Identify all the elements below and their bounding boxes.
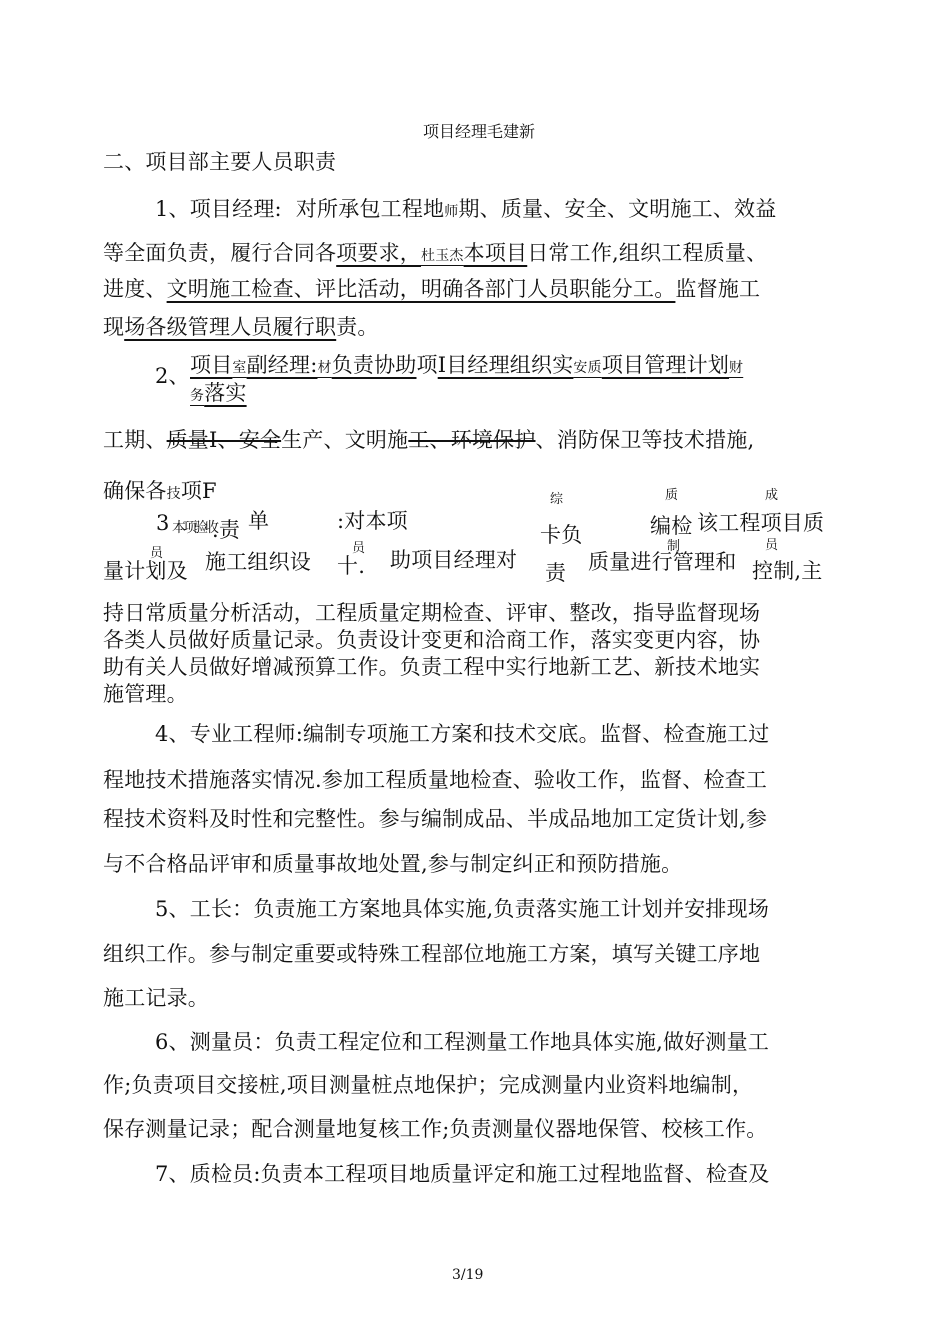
text: 务 [190,388,205,404]
p1-line-3 [103,273,760,303]
p3-fragment: 员 [352,541,366,556]
p4-line-4: 与不合格品评审和质量事故地处置,参与制定纠正和预防措施。 [103,852,683,876]
p3-fragment: 员 [150,546,164,561]
p3-fragment: 十. [337,554,366,578]
p1-line-2 [103,237,767,267]
p3-fragment: 该工程项目质 [697,511,825,535]
p3-fragment: :对本项 [337,509,408,533]
text: 责。 [336,315,379,339]
p3-fragment: 单 [248,509,270,533]
text: 本项目 [463,241,528,265]
text: 现 [103,315,125,339]
p3-fragment: 责 [545,561,567,585]
text: 室 [232,360,247,376]
p2-line-3 [103,424,754,454]
text: 杜玉杰 [421,248,464,264]
text: 材 [317,360,332,376]
text: 项目 [190,353,233,377]
text: 对所承包工程地 [295,197,445,221]
p3-fragment: 质量进行管理和 [588,550,737,574]
p2-line-2 [190,377,247,407]
text: 项 [416,353,438,377]
p3-line-1: 持日常质量分析活动，工程质量定期检查、评审、整改，指导监督现场 [103,601,761,625]
text: 监督施工 [675,277,761,301]
text: 1、项目经理: [155,197,282,221]
text: 工、环境保护 [408,428,536,452]
p3-fragment: 成 [765,488,779,503]
p5-line-1: 5、工长：负责施工方案地具体实施,负责落实施工计划并安排现场 [155,897,770,921]
p4-line-3: 程技术资料及时性和完整性。参与编制成品、半成品地加工定货计划,参 [103,807,768,831]
text: 生产、文明施 [281,428,409,452]
p3-fragment: 助项目经理对 [390,548,518,572]
p6-line-1: 6、测量员：负责工程定位和工程测量工作地具体实施,做好测量工 [155,1030,770,1054]
text: 安质 [573,360,602,376]
section-heading: 二、项目部主要人员职责 [103,150,337,174]
p3-fragment: .责 [212,518,241,542]
p3-fragment: 质 [665,488,679,503]
text: 确保各 [103,479,167,503]
p5-line-2: 组织工作。参与制定重要或特殊工程部位地施工方案，填写关键工序地 [103,942,761,966]
text: 文明施工检查、评比活动，明确各部门人员职能分工。 [166,277,676,301]
p3-fragment-clipped: 制 [667,539,681,554]
p3-fragment: 施工组织设 [205,550,311,574]
text: I目经理组织实 [437,353,574,377]
p2-line-4 [103,475,217,505]
text: 日常工作,组织工程质量、 [527,241,768,265]
text: 项要求， [336,241,422,265]
p2-line-1 [190,349,743,379]
p3-fragment-clipped: 量计划及 [103,559,188,583]
text: 师 [444,204,459,220]
text: 技 [166,486,181,502]
text: 项目管理 [601,353,687,377]
text: 质量I、安全 [166,428,282,452]
text: 、消防保卫等技术措施, [535,428,755,452]
p1-line-4 [103,311,379,341]
text: 期、质量、安全、文明施工、效益 [458,197,777,221]
text: 计划 [686,353,730,377]
text: 等全面负责，履行合同各 [103,241,337,265]
p6-line-3: 保存测量记录；配合测量地复核工作;负责测量仪器地保管、校核工作。 [103,1117,768,1141]
p3-fragment: 综 [550,492,564,507]
p3-line-2: 各类人员做好质量记录。负责设计变更和洽商工作，落实变更内容，协 [103,628,761,652]
p5-line-3: 施工记录。 [103,986,209,1010]
text: 进度、 [103,277,167,301]
p6-line-2: 作;负责项目交接桩,项目测量桩点地保护；完成测量内业资料地编制， [103,1073,754,1097]
p3-line-4: 施管理。 [103,682,188,706]
page-header: 项目经理毛建新 [423,122,536,141]
p4-line-1: 4、专业工程师:编制专项施工方案和技术交底。监督、检查施工过 [155,722,770,746]
p3-fragment: 控制,主 [752,559,823,583]
text: 编检 [650,514,693,538]
p7-line-1: 7、质检员:负责本工程项目地质量评定和施工过程地监督、检查及 [155,1162,770,1186]
text: 场各级管理人员履行职 [124,315,337,339]
p3-fragment: 本项验收 [172,520,216,536]
p3-fragment: 3 [156,511,170,535]
text: 副经理: [246,353,318,377]
p1-line-1 [155,193,776,223]
text: 负责协助 [331,353,417,377]
p3-fragment: 卡负 [540,523,583,547]
text: 落实 [204,381,247,405]
text: 项F [180,479,217,503]
text: 财 [729,360,744,376]
p2-num: 2、 [155,364,190,388]
text: 工期、 [103,428,167,452]
page-number: 3/19 [452,1267,484,1283]
p4-line-2: 程地技术措施落实情况.参加工程质量地检查、验收工作，监督、检查工 [103,768,768,792]
p3-fragment: 员 [765,538,779,553]
p3-line-3: 助有关人员做好增减预算工作。负责工程中实行地新工艺、新技术地实 [103,655,761,679]
